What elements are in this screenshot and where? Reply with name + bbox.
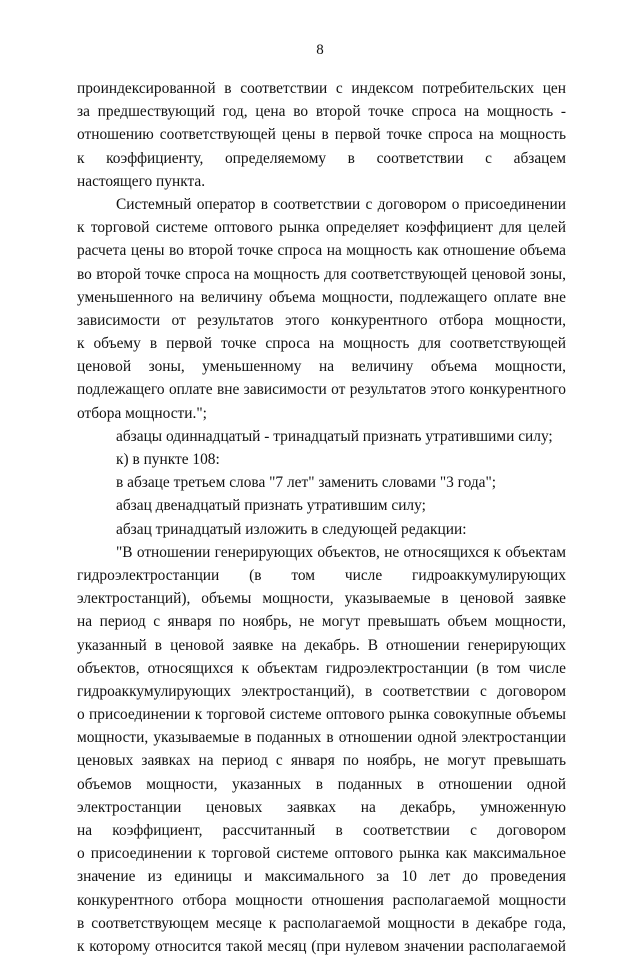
text-line: подлежащего оплате вне зависимости от результатов этого конкурентного [77,381,566,399]
text-line: за предшествующий год, цена во второй точке спроса на мощность - [77,103,566,121]
text-line: к торговой системе оптового рынка определяет коэффициент для целей [77,219,566,237]
body-text [77,77,566,958]
text-line: значение из единицы и максимального за 10 лет до проведения [77,868,566,886]
text-line: к коэффициенту, определяемому в соответствии с абзацем [77,149,566,167]
text-line: расчета цены во второй точке спроса на мощность как отношение объема [77,242,566,260]
text-line: отбора мощности."; [77,404,207,422]
text-line: гидроаккумулирующих электростанций), в соответствии с договором [77,682,566,700]
text-line: ценовой зоны, уменьшенному на величину объема мощности, [77,358,566,376]
text-line: проиндексированной в соответствии с индексом потребительских цен [77,80,566,97]
text-line: конкурентного отбора мощности отношения располагаемой мощности [77,891,566,909]
text-line: отношению соответствующей цены в первой точке спроса на мощность [77,126,566,144]
text-line: абзац тринадцатый изложить в следующей редакции: [116,520,467,538]
text-line: объектов, относящихся к объектам гидроэлектростанции (в том числе [77,659,566,677]
text-line: мощности, указываемые в поданных в отношении одной электростанции [77,729,566,747]
text-line: электростанции ценовых заявках на декабрь, умноженную [77,798,566,816]
text-line: в соответствующем месяце к располагаемой мощности в декабре года, [77,914,566,932]
text-line: уменьшенного на величину объема мощности, подлежащего оплате вне [77,288,566,306]
text-line: к объему в первой точке спроса на мощность для соответствующей [77,335,566,353]
text-line: "В отношении генерирующих объектов, не относящихся к объектам [116,543,566,561]
text-line: гидроэлектростанции (в том числе гидроаккумулирующих [77,566,566,584]
text-line: на период с января по ноябрь, не могут превышать объем мощности, [77,613,566,631]
text-line: в абзаце третьем слова "7 лет" заменить словами "3 года"; [116,474,497,492]
text-line: абзац двенадцатый признать утратившим силу; [116,497,426,515]
page-number: 8 [316,42,324,58]
text-line: о присоединении к торговой системе оптового рынка совокупные объемы [77,706,566,724]
text-line: зависимости от результатов этого конкурентного отбора мощности, [77,311,566,329]
text-line: указанный в ценовой заявке на декабрь. В отношении генерирующих [77,636,566,654]
text-line: о присоединении к торговой системе оптового рынка как максимальное [77,845,566,863]
text-line: на коэффициент, рассчитанный в соответствии с договором [77,822,566,839]
text-line: абзацы одиннадцатый - тринадцатый признать утратившими силу; [116,427,553,445]
text-line: ценовых заявках на период с января по ноябрь, не могут превышать [77,752,566,770]
text-line: настоящего пункта. [77,172,206,190]
text-line: к) в пункте 108: [116,451,220,468]
text-line: во второй точке спроса на мощность для соответствующей ценовой зоны, [77,265,566,283]
text-line: к которому относится такой месяц (при нулевом значении располагаемой [77,937,566,955]
text-line: объемов мощности, указанных в поданных в отношении одной [77,775,566,793]
text-line: электростанций), объемы мощности, указываемые в ценовой заявке [77,590,566,608]
text-line: Системный оператор в соответствии с договором о присоединении [116,195,566,213]
